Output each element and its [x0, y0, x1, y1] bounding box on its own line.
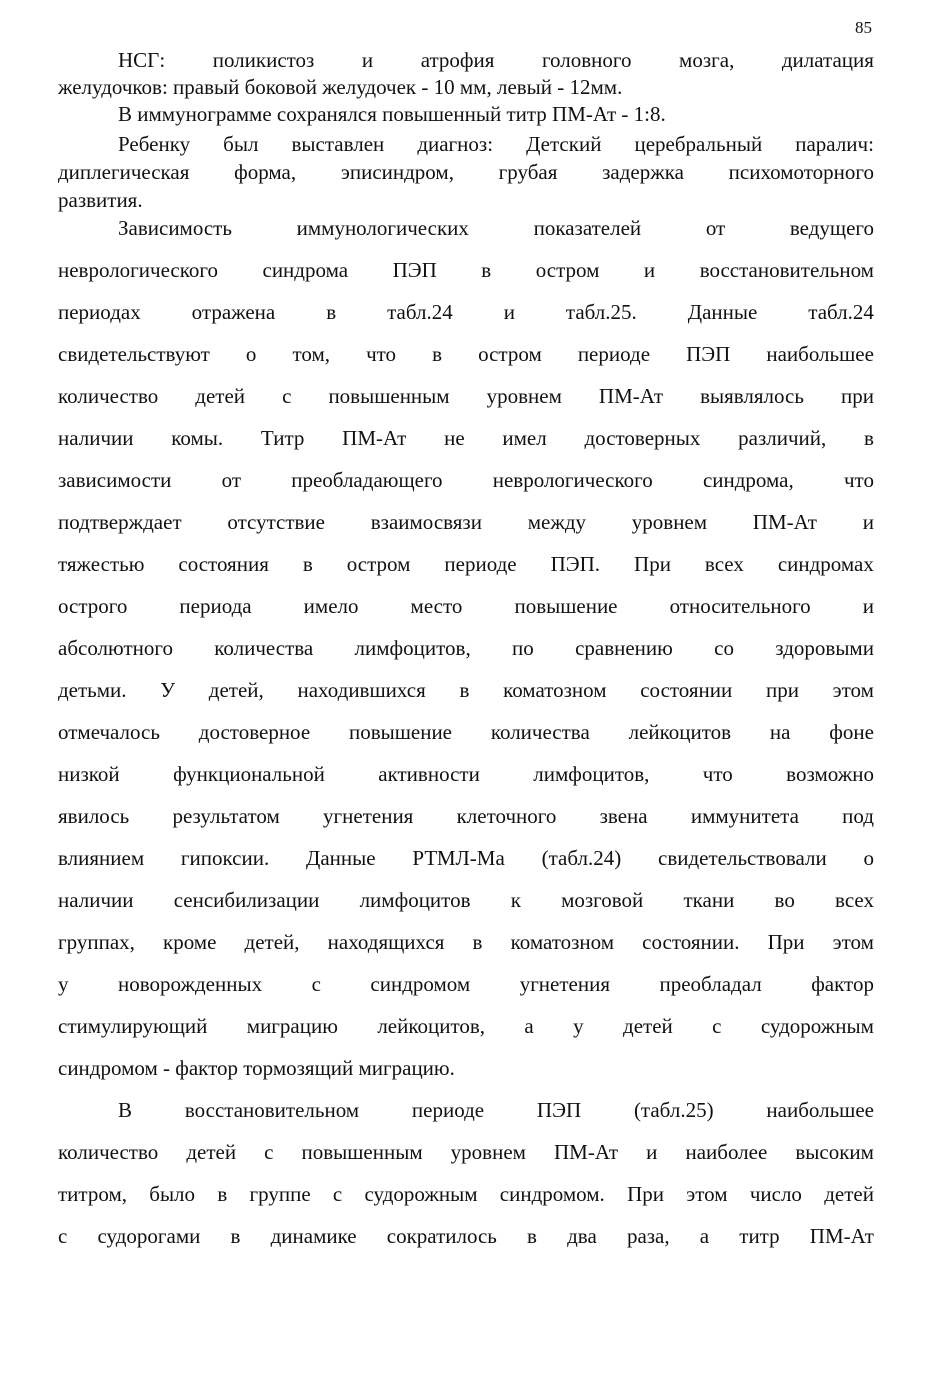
word: остром: [346, 552, 411, 576]
word: (табл.25): [633, 1098, 714, 1122]
word: судорожным: [364, 1182, 478, 1206]
word: Данные: [306, 846, 376, 870]
word: синдромом: [370, 972, 471, 996]
word: новорожденных: [118, 972, 263, 996]
word: диплегическая: [58, 160, 190, 184]
word: атрофия: [420, 48, 495, 72]
word: зависимости: [58, 468, 172, 492]
word: остром: [478, 342, 542, 366]
word: показателей: [533, 216, 642, 240]
word: с: [264, 1140, 274, 1164]
word: звена: [599, 804, 648, 828]
word: и: [503, 300, 515, 324]
text-line: [118, 47, 874, 73]
word: наибольшее: [766, 342, 874, 366]
text-line: развития.: [58, 188, 143, 212]
word: выявлялось: [700, 384, 804, 408]
word: Ребенку: [118, 132, 191, 156]
word: поликистоз: [212, 48, 315, 72]
text-line: [58, 257, 874, 283]
word: в: [326, 300, 337, 324]
word: периоде: [411, 1098, 485, 1122]
word: находящихся: [327, 930, 445, 954]
word: детей: [186, 1140, 237, 1164]
word: а: [524, 1014, 534, 1038]
word: коматозном: [503, 678, 607, 702]
word: психомоторного: [728, 160, 874, 184]
page-number: 85: [855, 18, 872, 37]
text-line: [58, 509, 874, 535]
word: коматозном: [510, 930, 615, 954]
word: ПМ-Ат: [598, 384, 664, 408]
word: иммунологических: [296, 216, 469, 240]
word: в: [432, 342, 443, 366]
word: от: [705, 216, 726, 240]
word: и: [862, 594, 874, 618]
word: состоянии.: [642, 930, 740, 954]
word: Зависимость: [118, 216, 232, 240]
word: дилатация: [781, 48, 874, 72]
word: (табл.24): [541, 846, 622, 870]
word: всех: [704, 552, 744, 576]
word: преобладал: [659, 972, 762, 996]
word: между: [527, 510, 587, 534]
word: наличии: [58, 888, 134, 912]
word: находившихся: [297, 678, 426, 702]
text-line: [58, 887, 874, 913]
word: достоверное: [198, 720, 311, 744]
word: табл.24: [387, 300, 453, 324]
word: стимулирующий: [58, 1014, 208, 1038]
word: церебральный: [634, 132, 763, 156]
word: и: [361, 48, 374, 72]
word: результатом: [172, 804, 280, 828]
text-line: [58, 1139, 874, 1165]
word: место: [410, 594, 463, 618]
word: детей: [195, 384, 246, 408]
word: периоде: [444, 552, 517, 576]
word: уровнем: [450, 1140, 526, 1164]
word: наличии: [58, 426, 134, 450]
word: отсутствие: [227, 510, 325, 534]
text-line: [58, 929, 874, 955]
word: отмечалось: [58, 720, 160, 744]
word: здоровыми: [775, 636, 874, 660]
text-line: желудочков: правый боковой желудочек - 10 мм, левый - 12мм.: [58, 75, 623, 99]
word: с: [311, 972, 321, 996]
word: что: [366, 342, 397, 366]
text-line: [58, 593, 874, 619]
word: влиянием: [58, 846, 145, 870]
word: титр: [739, 1224, 780, 1248]
word: что: [702, 762, 733, 786]
word: табл.24: [808, 300, 874, 324]
word: острого: [58, 594, 128, 618]
word: том,: [292, 342, 330, 366]
word: свидетельствуют: [58, 342, 210, 366]
word: на: [769, 720, 791, 744]
text-line: [58, 341, 874, 367]
word: под: [842, 804, 874, 828]
word: состоянии: [640, 678, 733, 702]
word: ПМ-Ат: [752, 510, 817, 534]
word: что: [843, 468, 874, 492]
text-line: [58, 845, 874, 871]
word: у: [58, 972, 69, 996]
word: с: [712, 1014, 722, 1038]
word: наибольшее: [766, 1098, 874, 1122]
word: с: [58, 1224, 68, 1248]
text-line: В иммунограмме сохранялся повышенный титр ПМ-Ат - 1:8.: [118, 102, 666, 126]
word: мозга,: [679, 48, 735, 72]
word: в: [302, 552, 313, 576]
word: мозговой: [561, 888, 644, 912]
word: количество: [58, 384, 159, 408]
word: с: [332, 1182, 343, 1206]
word: РТМЛ-Ма: [412, 846, 505, 870]
word: детей: [824, 1182, 874, 1206]
word: синдрома: [262, 258, 349, 282]
word: повышенным: [328, 384, 450, 408]
word: периодах: [58, 300, 141, 324]
word: ПМ-Ат: [342, 426, 407, 450]
word: синдромом.: [499, 1182, 605, 1206]
word: судорогами: [97, 1224, 201, 1248]
word: в: [459, 678, 470, 702]
word: уровнем: [631, 510, 708, 534]
word: В: [118, 1098, 133, 1122]
text-line: [58, 1181, 874, 1207]
word: головного: [541, 48, 632, 72]
word: различий,: [738, 426, 827, 450]
text-line: [58, 803, 874, 829]
word: угнетения: [519, 972, 610, 996]
word: восстановительном: [184, 1098, 360, 1122]
word: этом: [686, 1182, 728, 1206]
word: по: [512, 636, 534, 660]
word: периоде: [577, 342, 651, 366]
word: взаимосвязи: [370, 510, 482, 534]
word: ПМ-Ат: [809, 1224, 874, 1248]
word: два: [567, 1224, 597, 1248]
word: синдромах: [777, 552, 874, 576]
word: высоким: [795, 1140, 874, 1164]
text-line: [58, 1223, 874, 1249]
word: иммунитета: [690, 804, 799, 828]
word: фактор: [811, 972, 874, 996]
word: о: [863, 846, 874, 870]
word: При: [627, 1182, 664, 1206]
word: и: [862, 510, 874, 534]
word: в: [217, 1182, 228, 1206]
text-line: [118, 215, 874, 241]
word: имело: [303, 594, 359, 618]
word: гипоксии.: [180, 846, 270, 870]
word: состояния: [178, 552, 269, 576]
text-line: [58, 425, 874, 451]
text-line: [58, 761, 874, 787]
word: ПЭП.: [550, 552, 601, 576]
word: Данные: [687, 300, 758, 324]
word: группе: [249, 1182, 311, 1206]
word: лимфоцитов,: [354, 636, 471, 660]
word: с: [282, 384, 292, 408]
word: со: [714, 636, 734, 660]
word: количества: [214, 636, 314, 660]
word: сократилось: [386, 1224, 497, 1248]
word: НСГ:: [118, 48, 166, 72]
word: У: [160, 678, 176, 702]
text-line: [58, 551, 874, 577]
word: ткани: [683, 888, 735, 912]
word: явилось: [58, 804, 130, 828]
word: титром,: [58, 1182, 127, 1206]
word: относительного: [669, 594, 811, 618]
word: во: [774, 888, 795, 912]
word: клеточного: [456, 804, 557, 828]
text-line: [58, 971, 874, 997]
text-line: [118, 1097, 874, 1123]
word: детей,: [244, 930, 300, 954]
word: абсолютного: [58, 636, 173, 660]
text-line: [58, 719, 874, 745]
word: и: [646, 1140, 658, 1164]
word: периода: [179, 594, 252, 618]
word: грубая: [498, 160, 558, 184]
word: число: [749, 1182, 802, 1206]
word: при: [765, 678, 799, 702]
word: При: [634, 552, 671, 576]
word: возможно: [786, 762, 874, 786]
word: угнетения: [323, 804, 414, 828]
word: в: [472, 930, 483, 954]
word: свидетельствовали: [658, 846, 827, 870]
word: в: [230, 1224, 241, 1248]
word: восстановительном: [699, 258, 874, 282]
word: фоне: [829, 720, 874, 744]
word: к: [510, 888, 521, 912]
word: повышение: [348, 720, 453, 744]
word: Детский: [526, 132, 602, 156]
word: неврологического: [492, 468, 653, 492]
word: всех: [835, 888, 874, 912]
word: о: [245, 342, 257, 366]
word: низкой: [58, 762, 120, 786]
word: детей: [623, 1014, 673, 1038]
text-line: [58, 677, 874, 703]
word: ПМ-Ат: [553, 1140, 619, 1164]
word: наиболее: [685, 1140, 768, 1164]
word: детей,: [208, 678, 264, 702]
word: Титр: [260, 426, 305, 450]
word: этом: [832, 678, 874, 702]
text-line: [58, 299, 874, 325]
word: сенсибилизации: [173, 888, 320, 912]
word: достоверных: [584, 426, 701, 450]
word: сравнению: [575, 636, 673, 660]
word: паралич:: [795, 132, 874, 156]
word: этом: [832, 930, 874, 954]
word: активности: [378, 762, 480, 786]
word: форма,: [234, 160, 297, 184]
word: в: [481, 258, 492, 282]
word: ведущего: [789, 216, 874, 240]
word: динамике: [270, 1224, 357, 1248]
word: в: [864, 426, 874, 450]
word: функциональной: [173, 762, 325, 786]
word: лимфоцитов,: [533, 762, 650, 786]
text-line: синдромом - фактор тормозящий миграцию.: [58, 1056, 455, 1080]
word: у: [573, 1014, 584, 1038]
word: подтверждает: [58, 510, 182, 534]
text-line: [58, 159, 874, 185]
word: имел: [502, 426, 547, 450]
word: а: [699, 1224, 710, 1248]
text-line: [58, 467, 874, 493]
word: от: [221, 468, 242, 492]
word: ПЭП: [686, 342, 731, 366]
word: при: [840, 384, 874, 408]
word: судорожным: [760, 1014, 874, 1038]
word: кроме: [163, 930, 217, 954]
word: количества: [490, 720, 590, 744]
word: эписиндром,: [340, 160, 454, 184]
word: синдрома,: [702, 468, 794, 492]
word: детьми.: [58, 678, 127, 702]
word: в: [527, 1224, 537, 1248]
word: уровнем: [486, 384, 562, 408]
word: группах,: [58, 930, 135, 954]
word: отражена: [191, 300, 276, 324]
word: ПЭП: [392, 258, 437, 282]
word: лейкоцитов: [628, 720, 732, 744]
word: повышение: [514, 594, 618, 618]
word: выставлен: [291, 132, 385, 156]
word: комы.: [171, 426, 224, 450]
text-line: [118, 131, 874, 157]
word: было: [149, 1182, 196, 1206]
word: диагноз:: [417, 132, 494, 156]
word: раза,: [626, 1224, 670, 1248]
text-line: [58, 383, 874, 409]
word: преобладающего: [291, 468, 443, 492]
word: При: [767, 930, 805, 954]
word: задержка: [602, 160, 684, 184]
word: не: [444, 426, 465, 450]
word: миграцию: [246, 1014, 338, 1038]
word: повышенным: [301, 1140, 423, 1164]
text-line: [58, 635, 874, 661]
word: остром: [535, 258, 600, 282]
word: лейкоцитов,: [377, 1014, 486, 1038]
word: ПЭП: [536, 1098, 582, 1122]
word: лимфоцитов: [359, 888, 471, 912]
text-line: [58, 1013, 874, 1039]
word: неврологического: [58, 258, 218, 282]
word: был: [223, 132, 259, 156]
word: тяжестью: [58, 552, 145, 576]
word: табл.25.: [565, 300, 637, 324]
word: количество: [58, 1140, 159, 1164]
word: и: [643, 258, 656, 282]
